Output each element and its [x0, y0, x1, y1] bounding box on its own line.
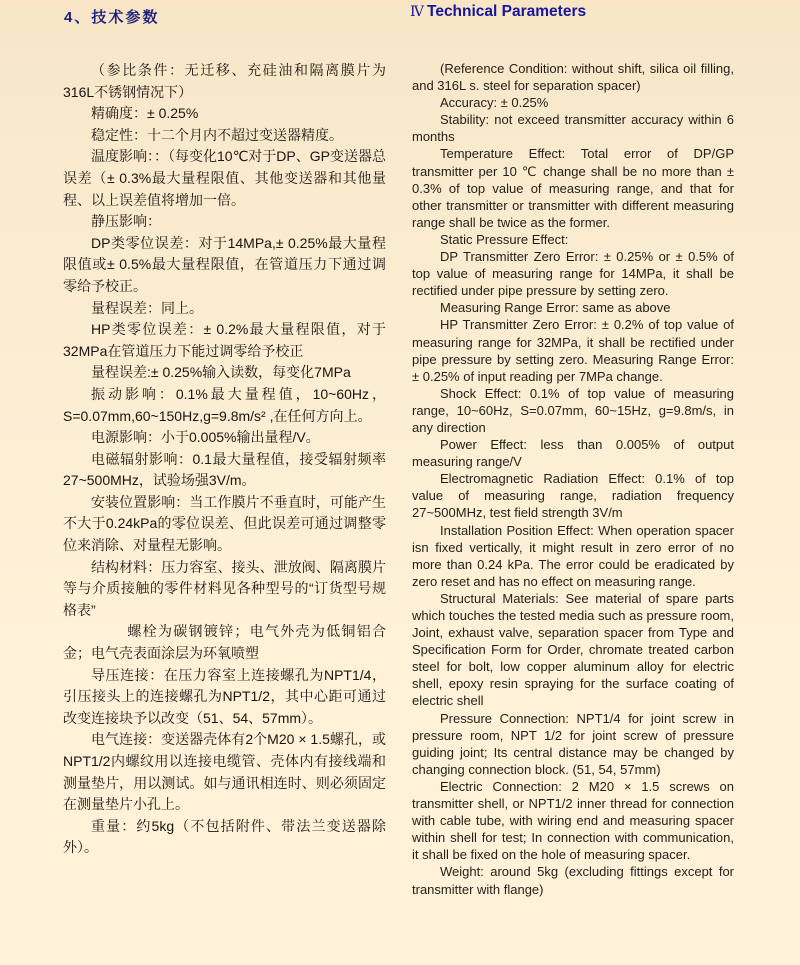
- paragraph: HP Transmitter Zero Error: ± 0.2% of top value of measuring range for 32MPa, it shall be rectified under pipe pressure by setting zero. Measuring Range Error: ± 0.25% of input reading per 7MPa change.: [412, 317, 734, 384]
- paragraph: (Reference Condition: without shift, silica oil filling, and 316L s. steel for separation spacer): [412, 61, 734, 94]
- paragraph: Accuracy: ± 0.25%: [440, 95, 549, 111]
- paragraph: 电源影响：小于0.005%输出量程/V。: [91, 429, 320, 446]
- paragraph: 螺栓为碳钢镀锌；电气外壳为低铜铝合金；电气壳表面涂层为环氧喷塑: [63, 623, 386, 662]
- paragraph: 电气连接：变送器壳体有2个M20 × 1.5螺孔，或NPT1/2内螺纹用以连接电缆管、壳体内有接线端和测量垫片，用以测试。如与通讯相连时、则必须固定在测量垫片小孔上。: [63, 731, 386, 813]
- paragraph: Structural Materials: See material of spare parts which touches the tested media such as pressure room, Joint, exhaust valve, separation spacer from Type and Specification Form for Order, chromate treated carbon steel for bolt, low copper aluminum alloy for electric shell, epoxy resin spraying for the surface coating of electric shell: [412, 590, 734, 709]
- paragraph: HP类零位误差：± 0.2%最大量程限值，对于32MPa在管道压力下能过调零给予校正: [63, 321, 386, 359]
- paragraph: DP Transmitter Zero Error: ± 0.25% or ± 0.5% of top value of measuring range for 14MPa, it shall be rectified under pipe pressure by setting zero.: [412, 249, 734, 299]
- paragraph: Static Pressure Effect:: [440, 231, 569, 247]
- paragraph: Electric Connection: 2 M20 × 1.5 screws on transmitter shell, or NPT1/2 inner thread for connection with cable tube, with wiring end and measuring spacer within shell for test; In connection with communication, it shall be fixed on the hole of measuring spacer.: [412, 778, 734, 863]
- english-section-title: [410, 3, 586, 21]
- paragraph: 结构材料：压力容室、接头、泄放阀、隔离膜片等与介质接触的零件材料见各种型号的“订货型号规格表”: [63, 558, 386, 618]
- paragraph: Temperature Effect: Total error of DP/GP transmitter per 10 ℃ change shall be no more than ± 0.3% of top value of measuring range, and that for other transmitter or transmitter with different measuring range shall be twice as the former.: [412, 146, 734, 230]
- paragraph: Installation Position Effect: When operation spacer isn fixed vertically, it might result in zero error of no more than 0.24 kPa. The error could be eradicated by zero reset and has no effect on measuring range.: [412, 522, 734, 589]
- paragraph: 精确度：± 0.25%: [91, 105, 199, 122]
- paragraph: 电磁辐射影响：0.1最大量程值，接受辐射频率27~500MHz，试验场强3V/m。: [63, 450, 386, 489]
- paragraph: 导压连接：在压力容室上连接螺孔为NPT1/4，引压接头上的连接螺孔为NPT1/2，其中心距可通过改变连接块予以改变（51、54、57mm）。: [63, 666, 386, 726]
- chinese-section-title: 4、技术参数: [64, 9, 160, 26]
- english-title-text: Technical Parameters: [427, 3, 587, 20]
- paragraph: （参比条件：无迁移、充硅油和隔离膜片为316L不锈钢情况下）: [63, 62, 386, 100]
- paragraph: 静压影响：: [91, 213, 161, 230]
- english-title-numeral: Ⅳ: [410, 5, 424, 20]
- paragraph: Electromagnetic Radiation Effect: 0.1% of top value of measuring range, radiation frequency 27~500MHz, test field strength 3V/m: [412, 471, 734, 521]
- paragraph: DP类零位误差：对于14MPa,± 0.25%最大量程限值或± 0.5%最大量程限值，在管道压力下通过调零给予校正。: [63, 234, 386, 294]
- paragraph: Measuring Range Error: same as above: [440, 300, 671, 316]
- paragraph: 温度影响：：（每变化10℃对于DP、GP变送器总误差（± 0.3%最大量程限值、其他变送器和其他量程、以上误差值将增加一倍。: [63, 148, 386, 208]
- paragraph: Stability: not exceed transmitter accuracy within 6 months: [412, 112, 734, 145]
- paragraph: 量程误差：同上。: [91, 299, 203, 316]
- paragraph: 量程误差:± 0.25%输入读数，每变化7MPa: [91, 364, 351, 381]
- paragraph: Weight: around 5kg (excluding fittings except for transmitter with flange): [412, 864, 734, 897]
- chinese-parameters-column: [63, 60, 386, 859]
- paragraph: Power Effect: less than 0.005% of output measuring range/V: [412, 437, 734, 470]
- paragraph: 振动影响：0.1%最大量程值，10~60Hz，S=0.07mm,60~150Hz,g=9.8m/s² ,在任何方向上。: [63, 385, 386, 424]
- paragraph: 重量：约5kg（不包括附件、带法兰变送器除外）。: [63, 817, 386, 856]
- paragraph: Shock Effect: 0.1% of top value of measuring range, 10~60Hz, S=0.07mm, 60~15Hz, g=9.8m/s, in any direction: [412, 385, 734, 435]
- english-parameters-column: [412, 60, 734, 898]
- paragraph: 安装位置影响：当工作膜片不垂直时，可能产生不大于0.24kPa的零位误差、但此误差可通过调整零位来消除、对量程无影响。: [63, 493, 386, 554]
- paragraph: Pressure Connection: NPT1/4 for joint screw in pressure room, NPT 1/2 for joint screw of pressure guiding joint; Its central distance may be changed by changing connection block. (51, 54, 57mm): [412, 710, 734, 777]
- paragraph: 稳定性：十二个月内不超过变送器精度。: [91, 126, 343, 143]
